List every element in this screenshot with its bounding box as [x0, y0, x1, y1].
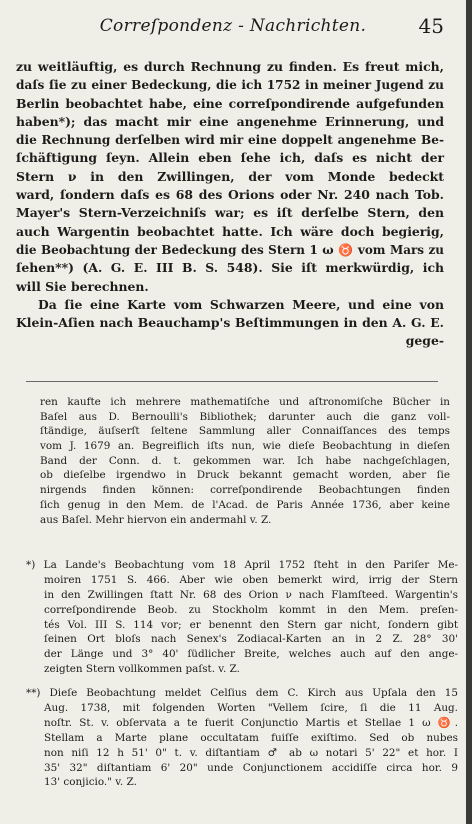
main-text: [16, 58, 444, 351]
text-line: Mayer's Stern-Verzeichniſs war; es iſt derſelbe Stern, den: [16, 205, 444, 221]
footnote-line: in den Zwillingen ſtatt Nr. 68 des Orion ν nach Flamſteed. Wargentin's: [44, 588, 458, 601]
footnote-line: noſtr. St. v. obſervata a te fuerit Conjunctio Martis et Stellae 1 ω ♉.: [44, 716, 458, 729]
footnote-line: non niſi 12 h 51' 0" t. v. diſtantiam ♂ ab ω notari 5' 22" et hor. I: [44, 746, 458, 759]
text-line: Klein-Aſien nach Beauchamp's Beſtimmungen in den A. G. E.: [16, 315, 444, 331]
footnote-single-star: [26, 558, 458, 677]
footnote-line: 35' 32" diſtantiam 6' 20" unde Conjunctionem accidiſſe circa hor. 9: [44, 761, 458, 774]
footnote-line: ſich genug in den Mem. de l'Acad. de Paris Année 1736, aber keine: [40, 498, 450, 511]
scan-edge: [466, 0, 472, 824]
text-line: zu weitläuftig, es durch Rechnung zu finden. Es freut mich,: [16, 59, 444, 74]
text-line: daſs ſie zu einer Bedeckung, die ich 1752 in meiner Jugend zu: [16, 78, 444, 93]
running-title: Correſpondenz - Nachrichten.: [99, 16, 367, 36]
text-line: ſchäftigung ſeyn. Allein eben ſehe ich, daſs es nicht der: [16, 150, 444, 166]
text-line: Berlin beobachtet habe, eine correſpondirende aufgefunden: [16, 95, 444, 111]
text-line: will Sie berechnen.: [16, 278, 149, 294]
footnote-line: ren kaufte ich mehrere mathematiſche und aſtronomiſche Bücher in: [40, 396, 450, 408]
footnote-line: 13' conjicio." v. Z.: [44, 776, 137, 789]
text-line: die Rechnung derſelben wird mir eine doppelt angenehme Be-: [16, 133, 444, 148]
text-line: Da ſie eine Karte vom Schwarzen Meere, und eine von: [38, 296, 444, 312]
text-line: Stern ν in den Zwillingen, der vom Monde bedeckt: [16, 168, 444, 184]
text-line: gege-: [405, 333, 444, 349]
footnote-line: correſpondirende Beob. zu Stockholm kommt in den Mem. preſen-: [44, 603, 458, 616]
footnote-line: ſtändige, äuſserſt ſeltene Sammlung aller Connaiſſances des temps: [40, 425, 450, 438]
text-line: die Beobachtung der Bedeckung des Stern 1 ω ♉ vom Mars zu: [16, 242, 444, 257]
footnote-line: ob dieſelbe irgendwo in Druck bekannt gemacht worden, aber ſie: [40, 469, 450, 482]
footnote-divider: [26, 381, 438, 382]
footnote-continuation: [40, 395, 450, 527]
footnote-line: vom J. 1679 an. Begreiflich iſts nun, wie dieſe Beobachtung in dieſen: [40, 440, 450, 453]
footnote-line: zeigten Stern vollkommen paſst. v. Z.: [44, 663, 240, 676]
text-line: ſehen**) (A. G. E. III B. S. 548). Sie iſt merkwürdig, ich: [16, 260, 444, 276]
footnote-double-star: [26, 686, 458, 790]
footnote-line: Band der Conn. d. t. gekommen war. Ich habe nachgeſchlagen,: [40, 454, 450, 467]
page-number: 45: [418, 14, 444, 38]
text-line: ward, ſondern daſs es 68 des Orions oder Nr. 240 nach Tob.: [16, 187, 444, 203]
footnote-line: aus Baſel. Mehr hiervon ein andermahl v. Z.: [40, 513, 272, 526]
footnote-line: Baſel aus D. Bernoulli's Bibliothek; darunter auch die ganz voll-: [40, 410, 450, 423]
footnote-line: moiren 1751 S. 466. Aber wie oben bemerkt wird, irrig der Stern: [44, 573, 458, 586]
footnote-line: **) Dieſe Beobachtung meldet Celſius dem C. Kirch aus Upſala den 15: [26, 687, 458, 700]
footnote-line: der Länge und 3° 40' ſüdlicher Breite, welches auch auf den ange-: [44, 648, 458, 661]
text-line: haben*); das macht mir eine angenehme Erinnerung, und: [16, 113, 444, 129]
footnote-line: tés Vol. III S. 114 vor; er benennt den Stern gar nicht, ſondern gibt: [44, 618, 458, 631]
text-line: auch Wargentin beobachtet hatte. Ich wäre doch begierig,: [16, 223, 444, 239]
footnote-line: ſeinen Ort bloſs nach Senex's Zodiacal-Karten an in 2 Z. 28° 30': [44, 633, 458, 646]
footnote-line: Aug. 1738, mit folgenden Worten "Vellem ſcire, ſi die 11 Aug.: [44, 702, 458, 715]
footnote-line: Stellam a Marte plane occultatam fuiſſe exiſtimo. Sed ob nubes: [44, 731, 458, 744]
footnotes: [26, 558, 458, 799]
footnote-line: *) La Lande's Beobachtung vom 18 April 1752 ſteht in den Pariſer Me-: [26, 559, 458, 571]
footnote-line: nirgends finden können: correſpondirende Beobachtungen finden: [40, 484, 450, 497]
